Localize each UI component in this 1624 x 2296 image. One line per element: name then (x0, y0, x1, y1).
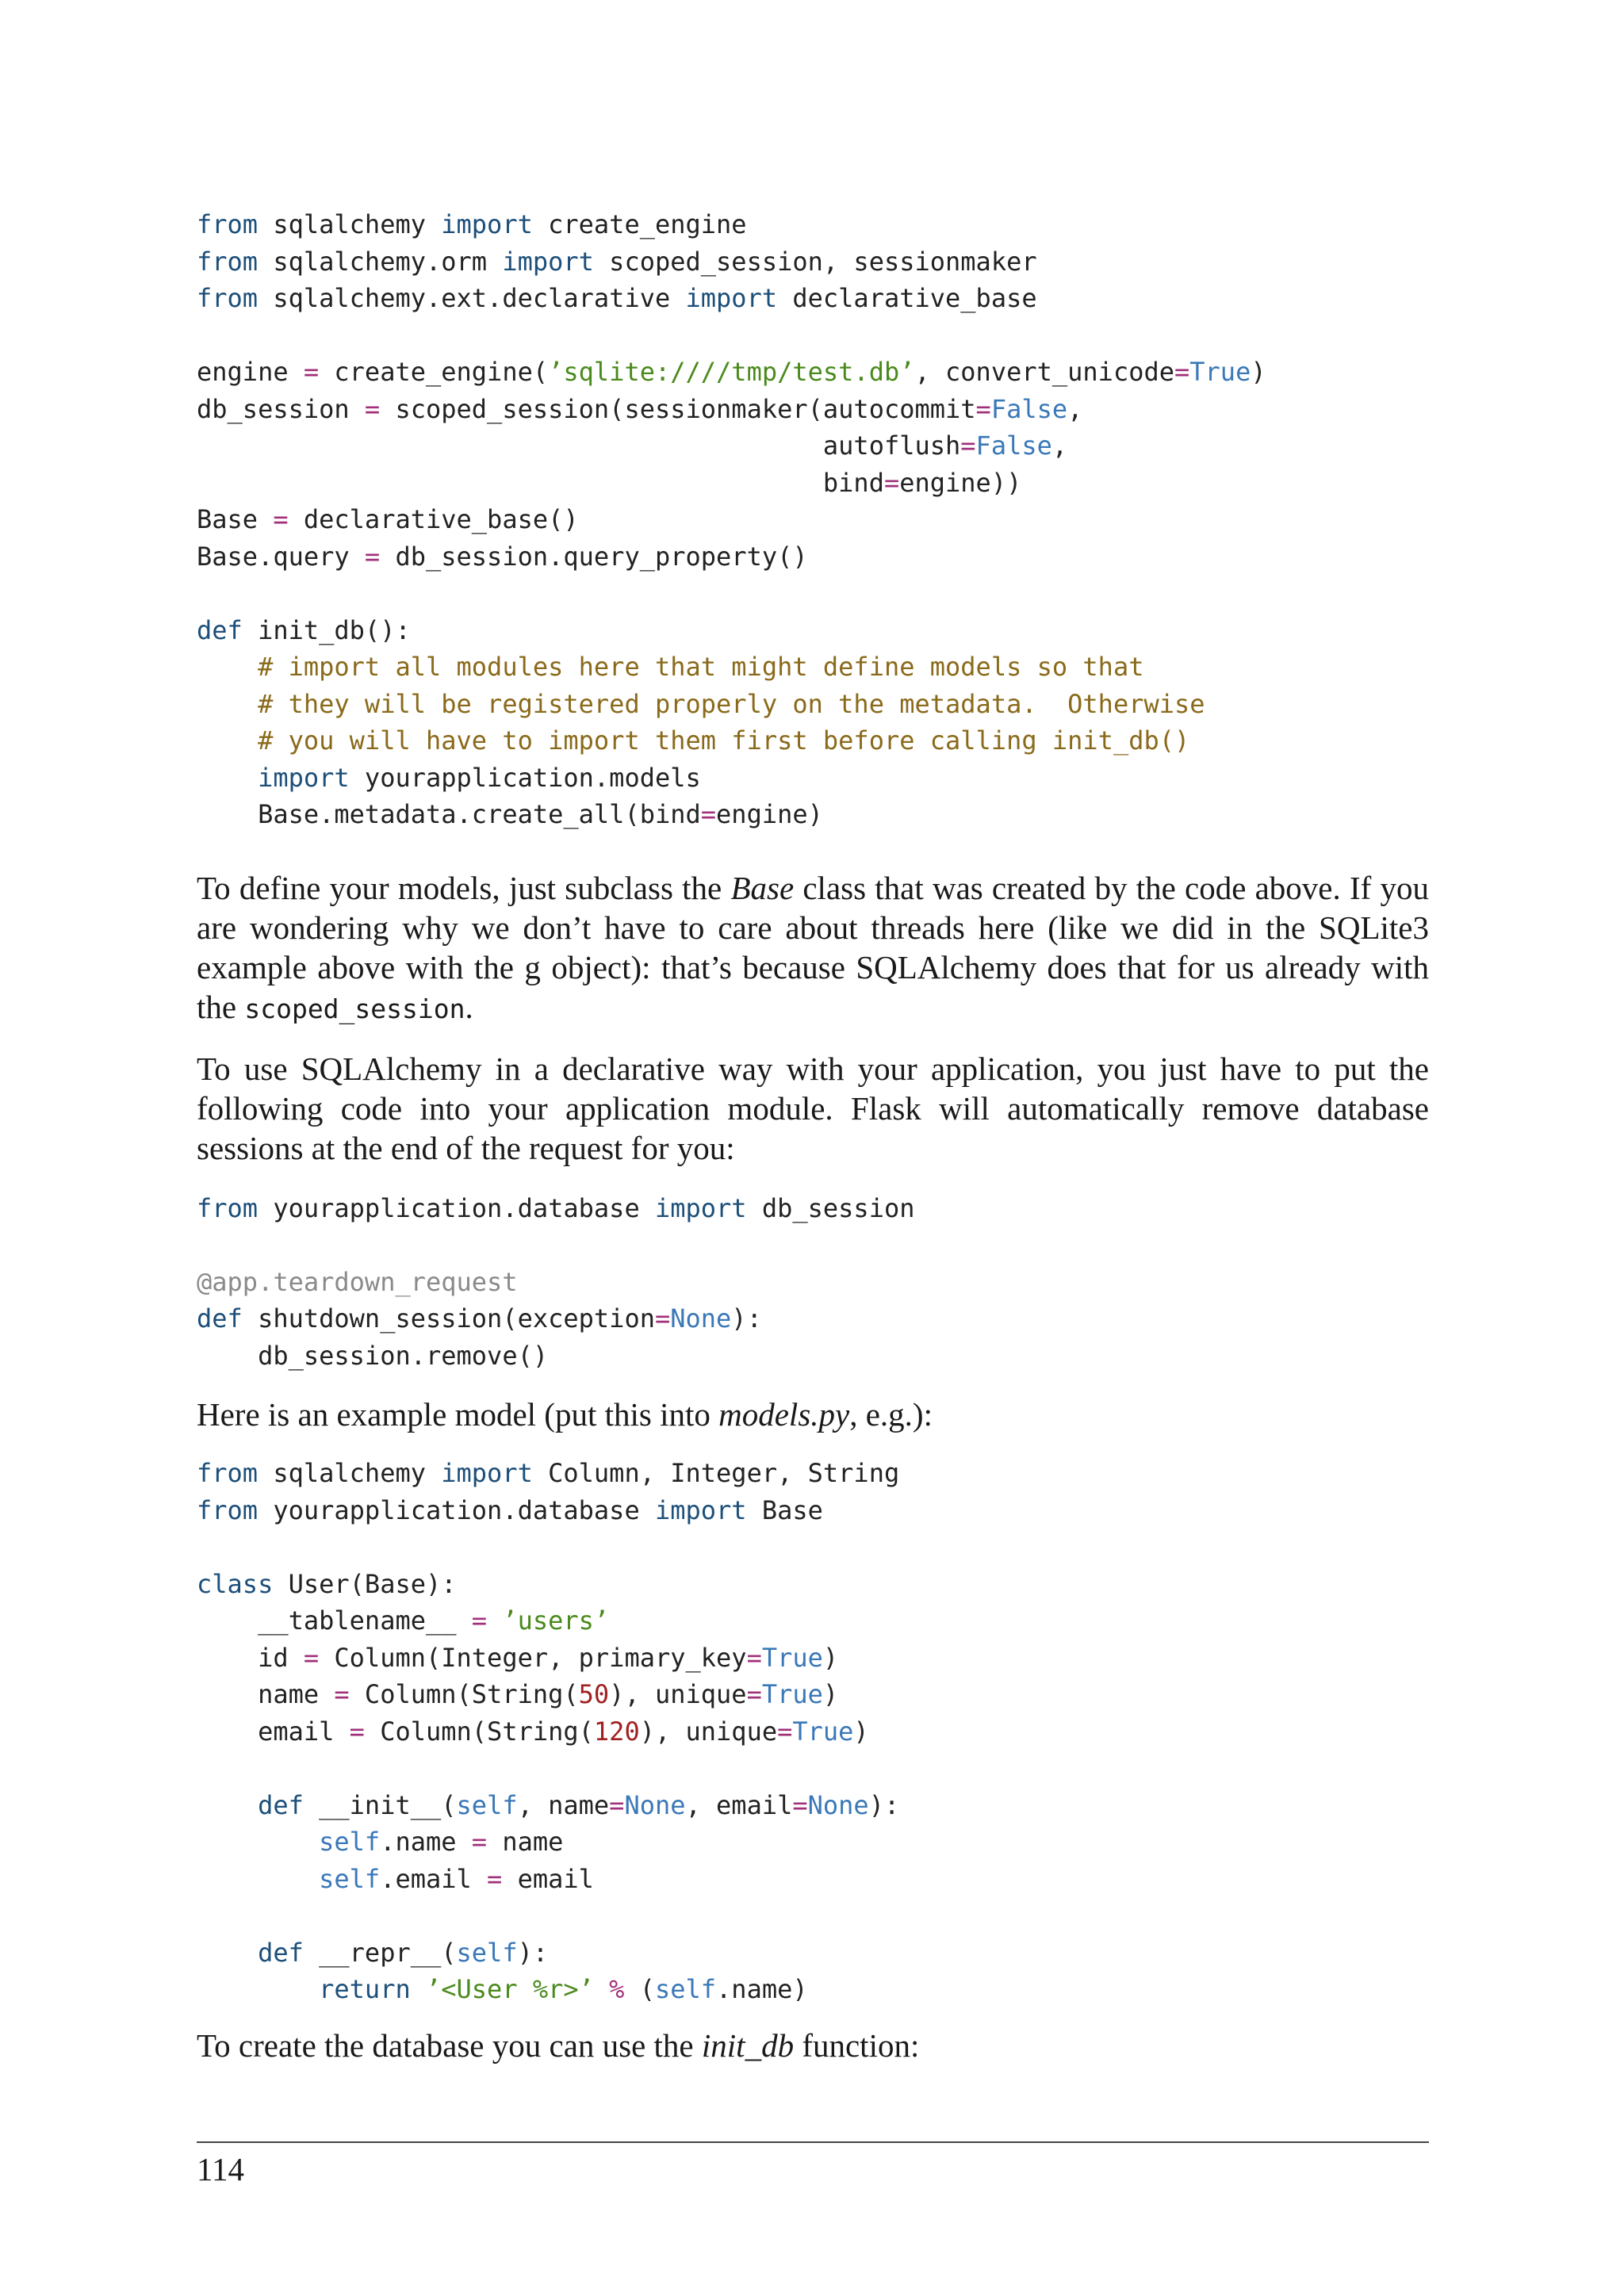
code-line (197, 1934, 1429, 1972)
code-token (411, 1974, 426, 2004)
code-token: db_session (197, 393, 365, 424)
inline-code-scoped-session: scoped_session (244, 993, 465, 1024)
code-line (197, 796, 1429, 833)
code-line (197, 280, 1429, 317)
code-line (197, 1897, 1429, 1934)
code-line (197, 391, 1429, 428)
code-line (197, 1337, 1429, 1375)
code-token: __tablename__ (197, 1605, 472, 1636)
code-token: name (197, 1679, 335, 1709)
code-token: from (197, 209, 259, 239)
code-line (197, 1750, 1429, 1787)
code-token: ) (853, 1716, 869, 1747)
code-line (197, 612, 1429, 649)
code-token: None (670, 1303, 732, 1334)
code-token: True (1189, 357, 1251, 387)
paragraph-create-database (197, 2026, 1429, 2065)
code-token: from (197, 283, 259, 313)
code-token: self (456, 1789, 518, 1820)
code-token: from (197, 246, 259, 277)
code-token: , convert_unicode (914, 357, 1174, 387)
code-token: 50 (578, 1679, 610, 1709)
code-token (197, 725, 258, 756)
code-token (594, 1974, 609, 2004)
code-token: = (364, 393, 381, 424)
paragraph-text: To define your models, just subclass the (197, 869, 731, 906)
code-token: ( (624, 1974, 655, 2004)
code-token: import (441, 1458, 533, 1488)
code-line (197, 1861, 1429, 1898)
code-line (197, 354, 1429, 391)
code-token: declarative_base (777, 283, 1037, 313)
code-token: import (654, 1494, 747, 1525)
code-token: = (334, 1679, 350, 1709)
code-token: sqlalchemy (258, 1458, 442, 1488)
code-block-teardown (197, 1190, 1429, 1375)
code-token: import (502, 246, 594, 277)
code-token: email (502, 1863, 594, 1894)
code-line (197, 1455, 1429, 1492)
code-token: Base (197, 504, 274, 534)
code-token: ): (517, 1937, 549, 1968)
code-token: bind (197, 467, 884, 498)
code-token: sqlalchemy (258, 209, 442, 239)
code-line (197, 575, 1429, 612)
code-line (197, 538, 1429, 576)
code-token: User(Base): (273, 1568, 457, 1599)
code-token: def (258, 1937, 304, 1968)
code-token: False (990, 393, 1068, 424)
code-token: return (319, 1974, 411, 2004)
code-token: True (761, 1642, 823, 1673)
code-token: yourapplication.database (258, 1494, 655, 1525)
code-token: ’users’ (502, 1605, 610, 1636)
code-token (197, 1974, 319, 2004)
footer-divider (197, 2141, 1429, 2143)
code-line (197, 649, 1429, 686)
code-token: False (975, 430, 1052, 461)
code-token: self (319, 1827, 381, 1857)
emphasis-init-db: init_db (701, 2026, 795, 2064)
code-token: ) (822, 1642, 839, 1673)
code-token: import (685, 283, 778, 313)
code-token: @app.teardown_request (197, 1266, 518, 1297)
code-token: None (807, 1789, 869, 1820)
code-token: = (654, 1303, 671, 1334)
code-token: # they will be registered properly on the metadata. Otherwise (258, 688, 1205, 719)
code-token: from (197, 1494, 259, 1525)
code-line (197, 1602, 1429, 1640)
code-token: yourapplication.models (349, 762, 701, 793)
code-line (197, 1566, 1429, 1603)
code-line (197, 1713, 1429, 1751)
code-token: self (654, 1974, 717, 2004)
code-line (197, 317, 1429, 354)
code-token (197, 689, 258, 719)
code-line (197, 501, 1429, 538)
code-token: .email (380, 1863, 488, 1894)
code-line (197, 686, 1429, 723)
code-token (487, 1605, 502, 1636)
code-token: ), unique (639, 1716, 778, 1747)
code-token: name (487, 1827, 564, 1857)
code-token: sqlalchemy.ext.declarative (258, 283, 686, 313)
code-block-database-setup (197, 206, 1429, 833)
code-line (197, 1264, 1429, 1301)
code-token: Column(Integer, primary_key (319, 1642, 747, 1673)
code-token: None (624, 1789, 686, 1820)
code-token: % (609, 1974, 625, 2004)
code-token: = (273, 504, 289, 534)
code-line (197, 465, 1429, 502)
code-token: db_session (746, 1192, 915, 1223)
code-token: __init__( (303, 1789, 457, 1820)
code-token: import (258, 762, 350, 793)
code-token: = (777, 1716, 793, 1747)
code-token: = (746, 1679, 762, 1709)
code-token: scoped_session, sessionmaker (593, 246, 1037, 277)
code-token: = (487, 1863, 503, 1894)
code-token: = (471, 1827, 488, 1857)
code-token: yourapplication.database (258, 1192, 655, 1223)
code-token: True (761, 1679, 823, 1709)
code-token: from (197, 1458, 259, 1488)
code-token: , (1051, 430, 1068, 461)
code-token: def (197, 1303, 243, 1334)
code-token: db_session.remove() (197, 1340, 549, 1371)
code-token: create_engine (532, 209, 747, 239)
code-token: engine (197, 357, 304, 387)
paragraph-define-models (197, 868, 1429, 1029)
code-token: = (303, 1642, 320, 1673)
code-token: Base (746, 1494, 823, 1525)
code-token: 120 (593, 1716, 640, 1747)
code-line (197, 1823, 1429, 1861)
code-line (197, 1492, 1429, 1529)
code-token: , name (517, 1789, 610, 1820)
code-token: = (746, 1642, 762, 1673)
code-token: = (883, 467, 900, 498)
paragraph-text: Here is an example model (put this into (197, 1396, 719, 1433)
code-token: create_engine( (319, 357, 549, 387)
code-token: id (197, 1642, 304, 1673)
code-token (197, 1827, 319, 1857)
code-token (197, 1790, 258, 1820)
code-token: = (792, 1789, 808, 1820)
code-token: = (303, 357, 320, 387)
code-token: init_db(): (242, 614, 411, 645)
code-token: ) (822, 1679, 839, 1709)
code-token: , (1067, 393, 1083, 424)
page-content (197, 206, 1429, 2065)
code-token (197, 1864, 319, 1894)
code-token: Base.metadata.create_all(bind (197, 799, 701, 829)
code-line (197, 243, 1429, 281)
code-token: ’<User %r>’ (425, 1974, 594, 2004)
code-token: import (654, 1192, 747, 1223)
code-token: declarative_base() (288, 504, 579, 534)
code-line (197, 1971, 1429, 2008)
code-token (197, 763, 258, 793)
code-token: engine) (716, 799, 823, 829)
paragraph-text: To create the database you can use the (197, 2026, 702, 2064)
code-token: = (960, 430, 976, 461)
code-token: = (975, 393, 991, 424)
code-token: # you will have to import them first before calling init_db() (258, 725, 1190, 756)
code-token: Column, Integer, String (532, 1458, 900, 1488)
code-token: class (197, 1568, 274, 1599)
paragraph-example-model (197, 1395, 1429, 1434)
paragraph-text: function: (794, 2026, 920, 2064)
code-token: = (1174, 357, 1190, 387)
code-token: ): (868, 1789, 900, 1820)
emphasis-base: Base (730, 869, 795, 906)
code-token: shutdown_session(exception (242, 1303, 655, 1334)
code-token: ’sqlite:////tmp/test.db’ (548, 357, 915, 387)
paragraph-text: , e.g.): (849, 1396, 933, 1433)
code-block-user-model (197, 1455, 1429, 2008)
code-token: from (197, 1192, 259, 1223)
code-line (197, 1190, 1429, 1227)
code-token: ): (731, 1303, 762, 1334)
code-line (197, 427, 1429, 465)
code-token (197, 1938, 258, 1968)
code-token: self (319, 1863, 381, 1894)
code-line (197, 1640, 1429, 1677)
code-token: , email (685, 1789, 793, 1820)
code-token: .name (380, 1827, 472, 1857)
paragraph-text: . (465, 988, 473, 1025)
code-line (197, 206, 1429, 243)
emphasis-models-py: models.py (718, 1396, 850, 1433)
code-token: True (792, 1716, 854, 1747)
code-line (197, 1226, 1429, 1264)
code-line (197, 1529, 1429, 1566)
page-number: 114 (197, 2151, 244, 2187)
code-token: = (471, 1605, 488, 1636)
code-token: def (258, 1789, 304, 1820)
code-token: __repr__( (303, 1937, 457, 1968)
code-token: .name) (716, 1974, 808, 2004)
code-token: self (456, 1937, 518, 1968)
code-line (197, 1676, 1429, 1713)
code-token: db_session.query_property() (380, 541, 808, 572)
code-token: email (197, 1716, 350, 1747)
code-token: sqlalchemy.orm (258, 246, 503, 277)
code-line (197, 1300, 1429, 1337)
code-line (197, 760, 1429, 797)
code-token: autoflush (197, 430, 961, 461)
code-token: ), unique (609, 1679, 747, 1709)
code-line (197, 722, 1429, 760)
paragraph-text: class that was created by the code above. If you are wondering why we don’t have to care about threads here (like we did in the SQLite3 example above with the g object): that’s because SQLAlchemy does that for us already with the (197, 869, 1429, 1025)
code-token: engine)) (899, 467, 1022, 498)
code-token: = (609, 1789, 625, 1820)
code-token: Column(String( (364, 1716, 594, 1747)
code-token: Column(String( (349, 1679, 579, 1709)
code-token: Base.query (197, 541, 365, 572)
code-token: def (197, 614, 243, 645)
code-token (197, 652, 258, 682)
code-token: = (349, 1716, 365, 1747)
code-token: ) (1251, 357, 1266, 387)
code-line (197, 1787, 1429, 1824)
paragraph-declarative-usage: To use SQLAlchemy in a declarative way with your application, you just have to put the following code into your application module. Flask will automatically remove database sessions at the end of the request for you: (197, 1050, 1429, 1166)
code-token: import (441, 209, 533, 239)
code-token: # import all modules here that might define models so that (258, 652, 1144, 682)
code-token: scoped_session(sessionmaker(autocommit (380, 393, 976, 424)
code-token: = (364, 541, 381, 572)
code-token: = (700, 799, 717, 829)
